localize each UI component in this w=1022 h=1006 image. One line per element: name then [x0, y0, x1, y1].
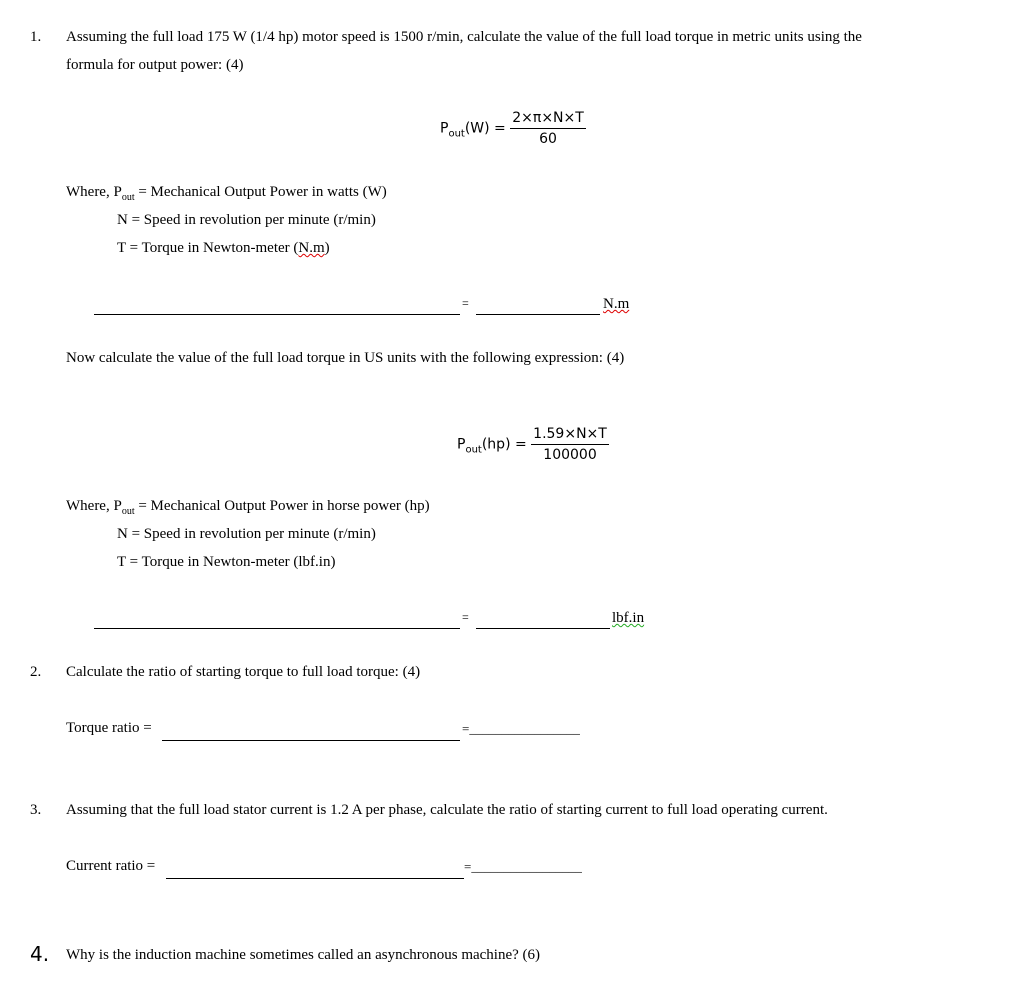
question-2-text: Calculate the ratio of starting torque to full load torque: (4): [66, 664, 421, 680]
formula-sub: out: [448, 128, 465, 140]
answer-unit: N.m: [603, 296, 630, 312]
where2-p-text: = Mechanical Output Power in horse power (hp): [138, 498, 430, 514]
question-4-text: Why is the induction machine sometimes called an asynchronous machine? (6): [66, 947, 541, 963]
where2-p: Where, P: [66, 498, 122, 514]
where2-t-line: T = Torque in Newton-meter (lbf.in): [117, 554, 336, 570]
where-t-close: ): [324, 240, 330, 256]
where-sub: out: [121, 192, 135, 203]
formula-p: P: [440, 120, 449, 137]
answer2-blank-torque[interactable]: [476, 628, 610, 629]
question-4-number: 4.: [30, 942, 50, 966]
current-ratio-blank[interactable]: [166, 878, 464, 879]
current-ratio-result-blank[interactable]: =_________________: [464, 859, 582, 874]
torque-ratio-blank[interactable]: [162, 740, 460, 741]
formula-fraction: [510, 110, 586, 147]
torque-ratio-result-blank[interactable]: =_________________: [462, 721, 580, 736]
formula-numerator: 2×π×N×T: [510, 110, 586, 129]
question-1-text: Assuming the full load 175 W (1/4 hp) motor speed is 1500 r/min, calculate the value of the full load torque in metric units using the: [66, 29, 862, 45]
where-n-line: N = Speed in revolution per minute (r/min): [117, 212, 376, 228]
answer-blank-working[interactable]: [94, 314, 460, 315]
answer2-equals: =: [462, 610, 469, 624]
where2-sub: out: [121, 506, 135, 517]
formula-lhs-unit: (W) =: [464, 120, 506, 137]
formula2-p: P: [457, 436, 466, 453]
formula2-sub: out: [465, 444, 482, 456]
question-2-number: 2.: [30, 664, 42, 680]
formula-denominator: 60: [539, 131, 557, 147]
answer-equals: =: [462, 296, 469, 310]
formula2-fraction: [531, 426, 609, 463]
answer2-blank-working[interactable]: [94, 628, 460, 629]
output-power-formula-metric: [440, 110, 586, 147]
formula2-lhs-unit: (hp) =: [481, 436, 527, 453]
where2-n-line: N = Speed in revolution per minute (r/min): [117, 526, 376, 542]
question-3-number: 3.: [30, 802, 42, 818]
where-t-text: T = Torque in Newton-meter (: [117, 240, 299, 256]
output-power-formula-us: [457, 426, 609, 463]
where-t-unit: N.m: [298, 240, 325, 256]
formula2-denominator: 100000: [543, 447, 597, 463]
torque-ratio-label: Torque ratio =: [66, 720, 152, 736]
question-1-text-cont: formula for output power: (4): [66, 57, 244, 73]
where-pout-line: [66, 184, 387, 203]
answer2-unit: lbf.in: [612, 610, 645, 626]
question-1-number: 1.: [30, 29, 42, 45]
where-p: Where, P: [66, 184, 122, 200]
where-t-line: [117, 240, 330, 257]
question-3-text: Assuming that the full load stator current is 1.2 A per phase, calculate the ratio of starting current to full load operating current.: [66, 802, 828, 818]
us-units-intro: Now calculate the value of the full load torque in US units with the following expression: (4): [66, 350, 625, 366]
formula2-numerator: 1.59×N×T: [531, 426, 609, 445]
where-p-text: = Mechanical Output Power in watts (W): [138, 184, 387, 200]
answer-blank-torque[interactable]: [476, 314, 600, 315]
where2-pout-line: [66, 498, 430, 517]
current-ratio-label: Current ratio =: [66, 858, 156, 874]
